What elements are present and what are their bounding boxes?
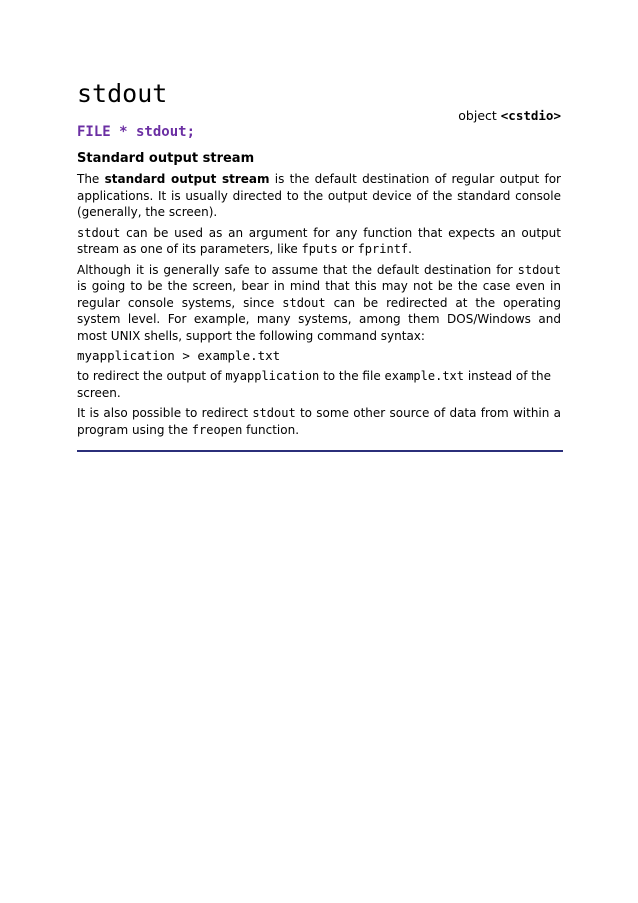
reference-header: <cstdio> [500, 108, 561, 123]
p5-text-2: to some other source of data from within a program using the [77, 406, 561, 437]
declaration: FILE * stdout; [77, 124, 196, 140]
p2-text-1: can be used as an argument for any function that expects an output stream as one of its parameters, like [77, 225, 561, 256]
p2-text-3: . [408, 242, 412, 256]
command-example: myapplication > example.txt [77, 348, 281, 363]
p3-code-stdout-1: stdout [517, 262, 561, 277]
p1-bold: standard output stream [104, 172, 270, 186]
p3-text-1: Although it is generally safe to assume that the default destination for [77, 262, 518, 277]
p3-text-2: is going to be the screen, bear in mind that this may not be the case even in regular console systems, since [77, 279, 561, 310]
p4-code-myapplication: myapplication [225, 369, 320, 383]
p4-text-3: instead of the screen. [77, 369, 551, 400]
p5-code-stdout: stdout [252, 406, 296, 420]
paragraph-3 [77, 262, 561, 345]
p1-text-pre: The [77, 172, 105, 186]
header-reference [458, 108, 561, 124]
p4-text-2: to the file [319, 369, 385, 383]
p5-text-3: function. [242, 422, 300, 437]
p2-code-stdout: stdout [77, 225, 121, 240]
p1-text-post: is the default destination of regular output for applications. It is usually directed to the output device of the standard console (generally, the screen). [77, 172, 561, 219]
paragraph-5 [77, 405, 561, 438]
section-divider [77, 450, 563, 452]
document-page [77, 78, 561, 452]
paragraph-4 [77, 368, 561, 401]
p2-code-fprintf: fprintf [357, 242, 409, 256]
p4-code-example-txt: example.txt [384, 369, 465, 383]
p3-code-stdout-2: stdout [282, 295, 326, 310]
p3-text-3: can be redirected at the operating system level. For example, many systems, among them DOS/Windows and most UNIX shells, support the following command syntax: [77, 295, 561, 343]
paragraph-1 [77, 171, 561, 221]
p4-text-1: to redirect the output of [77, 369, 226, 383]
p2-code-fputs: fputs [301, 242, 338, 256]
p2-text-2: or [337, 242, 358, 256]
reference-kind: object [458, 108, 497, 123]
p5-text-1: It is also possible to redirect [77, 406, 253, 420]
p5-code-freopen: freopen [191, 422, 243, 437]
page-title: stdout [77, 79, 168, 108]
paragraph-2 [77, 225, 561, 258]
section-subtitle: Standard output stream [77, 151, 255, 166]
